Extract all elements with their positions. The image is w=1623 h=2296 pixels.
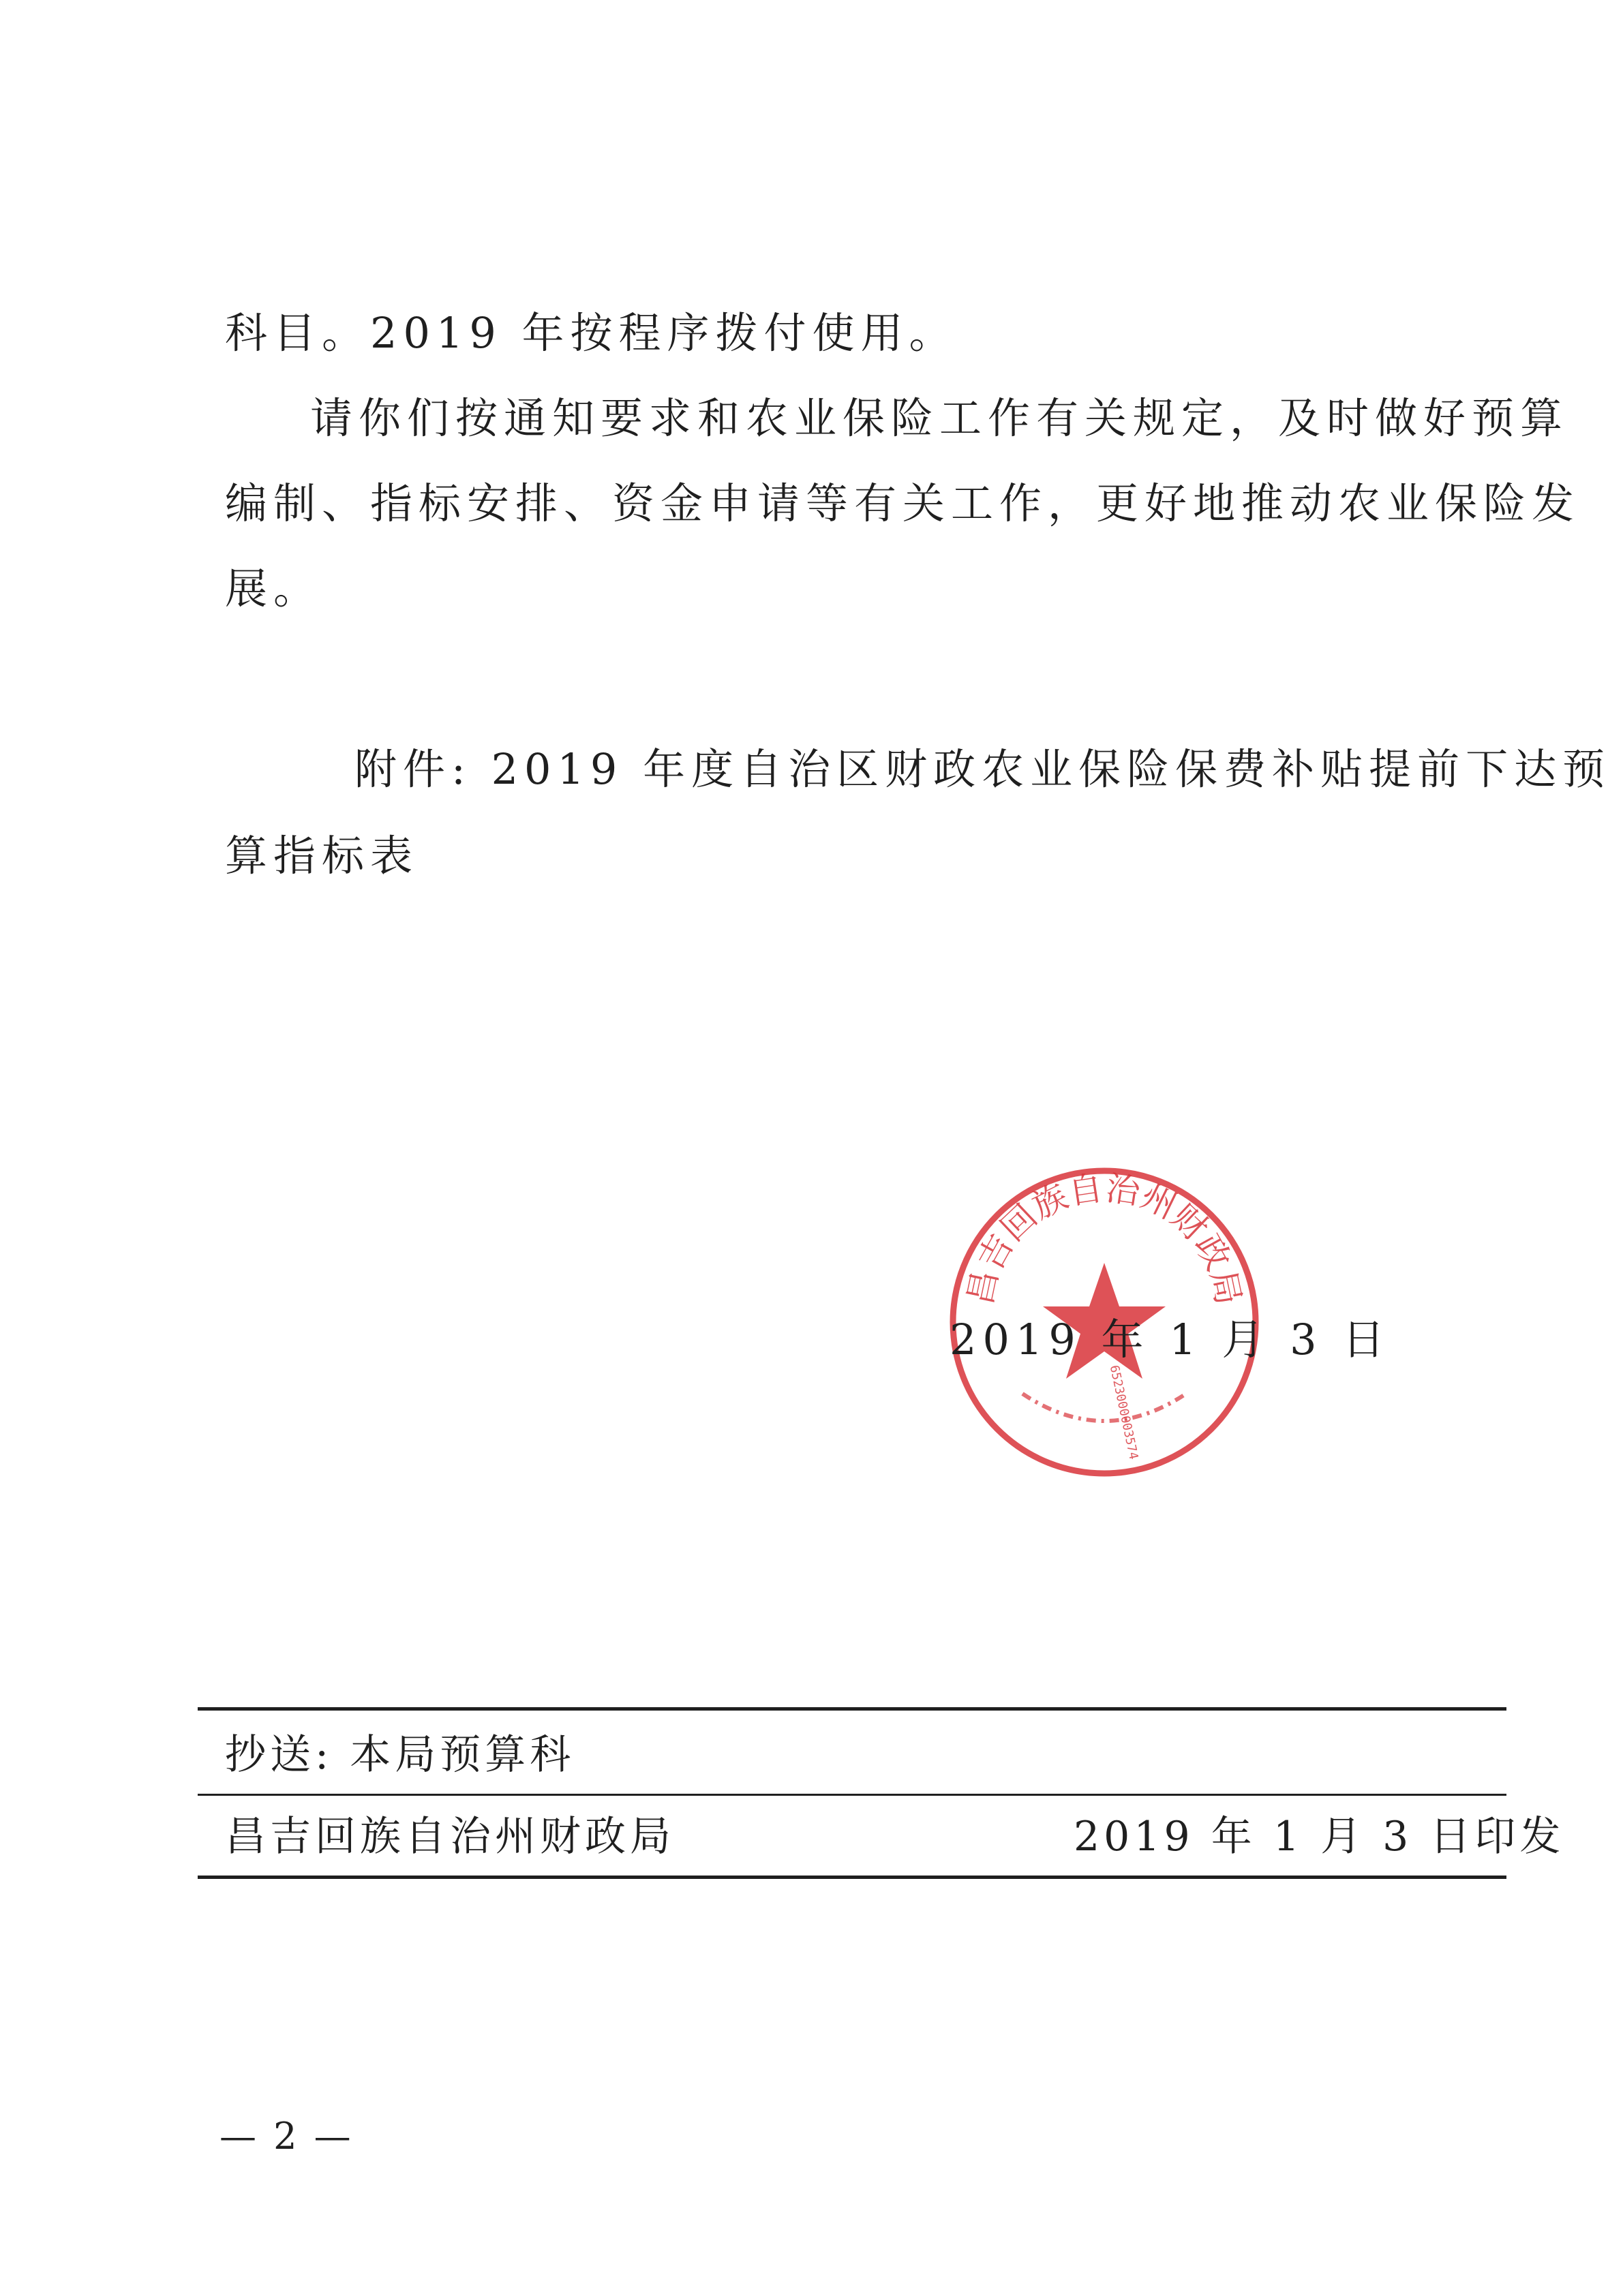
body-line-2: 请你们按通知要求和农业保险工作有关规定，及时做好预算	[310, 393, 1569, 443]
issue-date: 2019 年 1 月 3 日印发	[1074, 1813, 1565, 1861]
seal-script-mark	[1022, 1394, 1186, 1421]
signature-date: 2019 年 1 月 3 日	[950, 1315, 1391, 1364]
footer-rule-top	[198, 1707, 1506, 1711]
footer-rule-bottom	[198, 1876, 1506, 1879]
page-number: — 2 —	[219, 2115, 354, 2158]
body-line-1: 科目。2019 年按程序拨付使用。	[225, 308, 958, 358]
body-line-3: 编制、指标安排、资金申请等有关工作，更好地推动农业保险发	[225, 478, 1581, 528]
cc-block	[225, 1731, 575, 1779]
cc-recipient: 本局预算科	[350, 1731, 575, 1779]
attachment-line-1: 附件: 2019 年度自治区财政农业保险保费补贴提前下达预	[354, 744, 1611, 794]
issuer: 昌吉回族自治州财政局	[225, 1813, 675, 1861]
cc-label: 抄送:	[225, 1731, 333, 1779]
seal-text: 昌吉回族自治州财政局	[960, 1167, 1249, 1308]
attachment-line-2: 算指标表	[225, 831, 419, 881]
seal-code: 6523000003574	[1106, 1364, 1141, 1461]
footer-rule-middle	[198, 1794, 1506, 1796]
body-line-4: 展。	[225, 564, 322, 613]
